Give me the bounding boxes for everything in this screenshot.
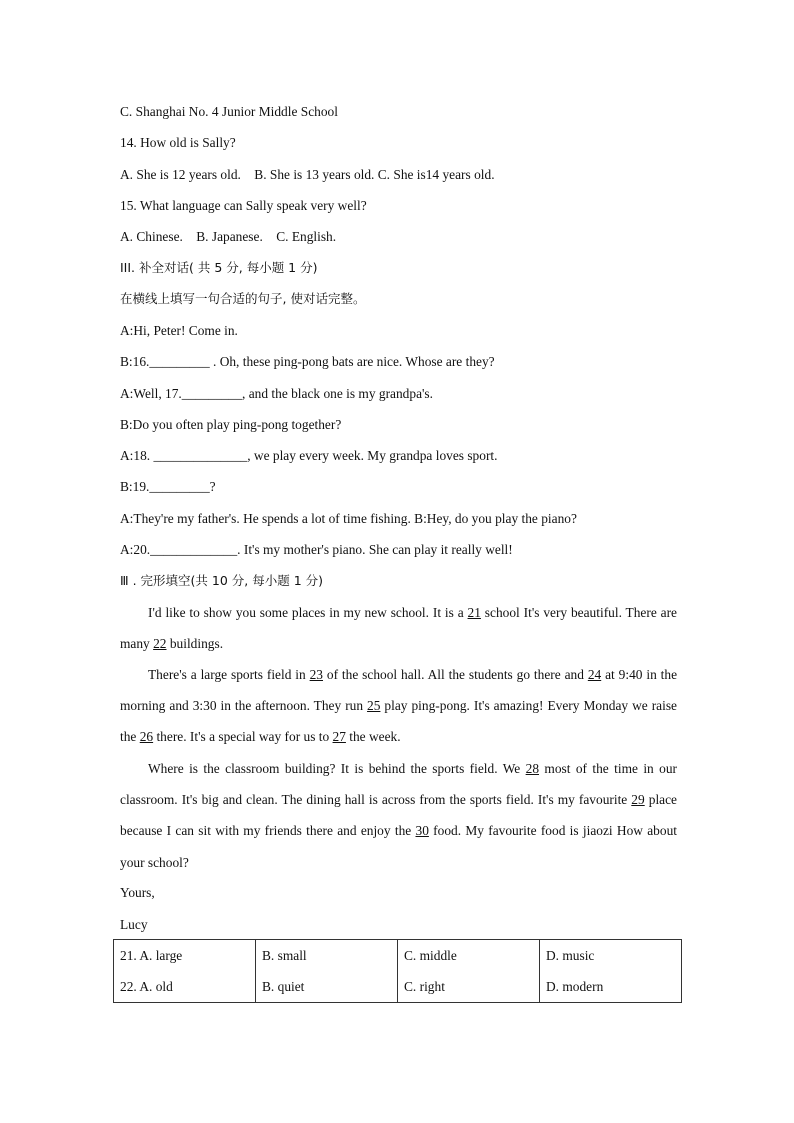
passage-paragraph-3: Where is the classroom building? It is behind the sports field. We 28 most of the time in our classroom. It's big and clean. The dining hall is across from the sports field. It's my favourite 29 place because I can sit with my friends there and enjoy the 30 food. My favourite food is jiaozi How about your school? xyxy=(120,761,677,870)
section-instruction: 在横线上填写一句合适的句子, 使对话完整。 xyxy=(120,291,366,306)
blank-23: 23 xyxy=(309,667,323,682)
options-table xyxy=(113,939,682,1003)
dialogue-line-18: A:18. ______________, we play every week. My grandpa loves sport. xyxy=(120,448,498,463)
table-cell xyxy=(540,940,682,1003)
option-21-d: D. music xyxy=(546,948,595,963)
passage-paragraph-2: There's a large sports field in 23 of the school hall. All the students go there and 24 at 9:40 in the morning and 3:30 in the afternoon. They run 25 play ping-pong. It's amazing! Every Monday we raise the 26 there. It's a special way for us to 27 the week. xyxy=(120,667,678,745)
dialogue-line: A:Hi, Peter! Come in. xyxy=(120,323,238,338)
blank-22: 22 xyxy=(153,636,167,652)
table-row xyxy=(114,940,682,1003)
dialogue-line: B:Do you often play ping-pong together? xyxy=(120,417,342,432)
blank-29: 29 xyxy=(631,792,645,808)
section-heading-dialogue: III. 补全对话( 共 5 分, 每小题 1 分) xyxy=(120,260,318,275)
blank-26: 26 xyxy=(139,729,154,745)
dialogue-line-17: A:Well, 17._________, and the black one is my grandpa's. xyxy=(120,386,433,401)
blank-30: 30 xyxy=(415,823,429,839)
dialogue-line-16: B:16._________ . Oh, these ping-pong bats are nice. Whose are they? xyxy=(120,354,495,369)
blank-28: 28 xyxy=(525,761,540,776)
blank-25: 25 xyxy=(367,698,381,714)
blank-21: 21 xyxy=(467,605,481,620)
dialogue-line-19: B:19._________? xyxy=(120,479,216,494)
letter-signature: Lucy xyxy=(120,917,148,932)
table-cell xyxy=(256,940,398,1003)
option-22-c: C. right xyxy=(404,979,445,994)
question-14: 14. How old is Sally? xyxy=(120,135,236,150)
table-cell xyxy=(114,940,256,1003)
blank-24: 24 xyxy=(587,667,602,682)
option-line: C. Shanghai No. 4 Junior Middle School xyxy=(120,104,338,119)
blank-27: 27 xyxy=(332,729,346,745)
option-21-b: B. small xyxy=(262,948,307,963)
section-heading-cloze: Ⅲ . 完形填空(共 10 分, 每小题 1 分) xyxy=(120,573,323,588)
letter-closing: Yours, xyxy=(120,885,155,900)
option-22-d: D. modern xyxy=(546,979,604,994)
passage-paragraph-1: I'd like to show you some places in my new school. It is a 21 school It's very beautiful. There are many 22 buildings. xyxy=(120,605,677,652)
option-22-a: 22. A. old xyxy=(120,979,173,994)
option-21-a: 21. A. large xyxy=(120,948,183,963)
question-15: 15. What language can Sally speak very well? xyxy=(120,198,367,213)
table-cell xyxy=(398,940,540,1003)
dialogue-line: A:They're my father's. He spends a lot of time fishing. B:Hey, do you play the piano? xyxy=(120,511,577,526)
option-21-c: C. middle xyxy=(404,948,457,963)
options-15: A. Chinese. B. Japanese. C. English. xyxy=(120,229,337,244)
dialogue-line-20: A:20._____________. It's my mother's piano. She can play it really well! xyxy=(120,542,513,557)
options-14: A. She is 12 years old. B. She is 13 years old. C. She is14 years old. xyxy=(120,167,495,182)
option-22-b: B. quiet xyxy=(262,979,305,994)
